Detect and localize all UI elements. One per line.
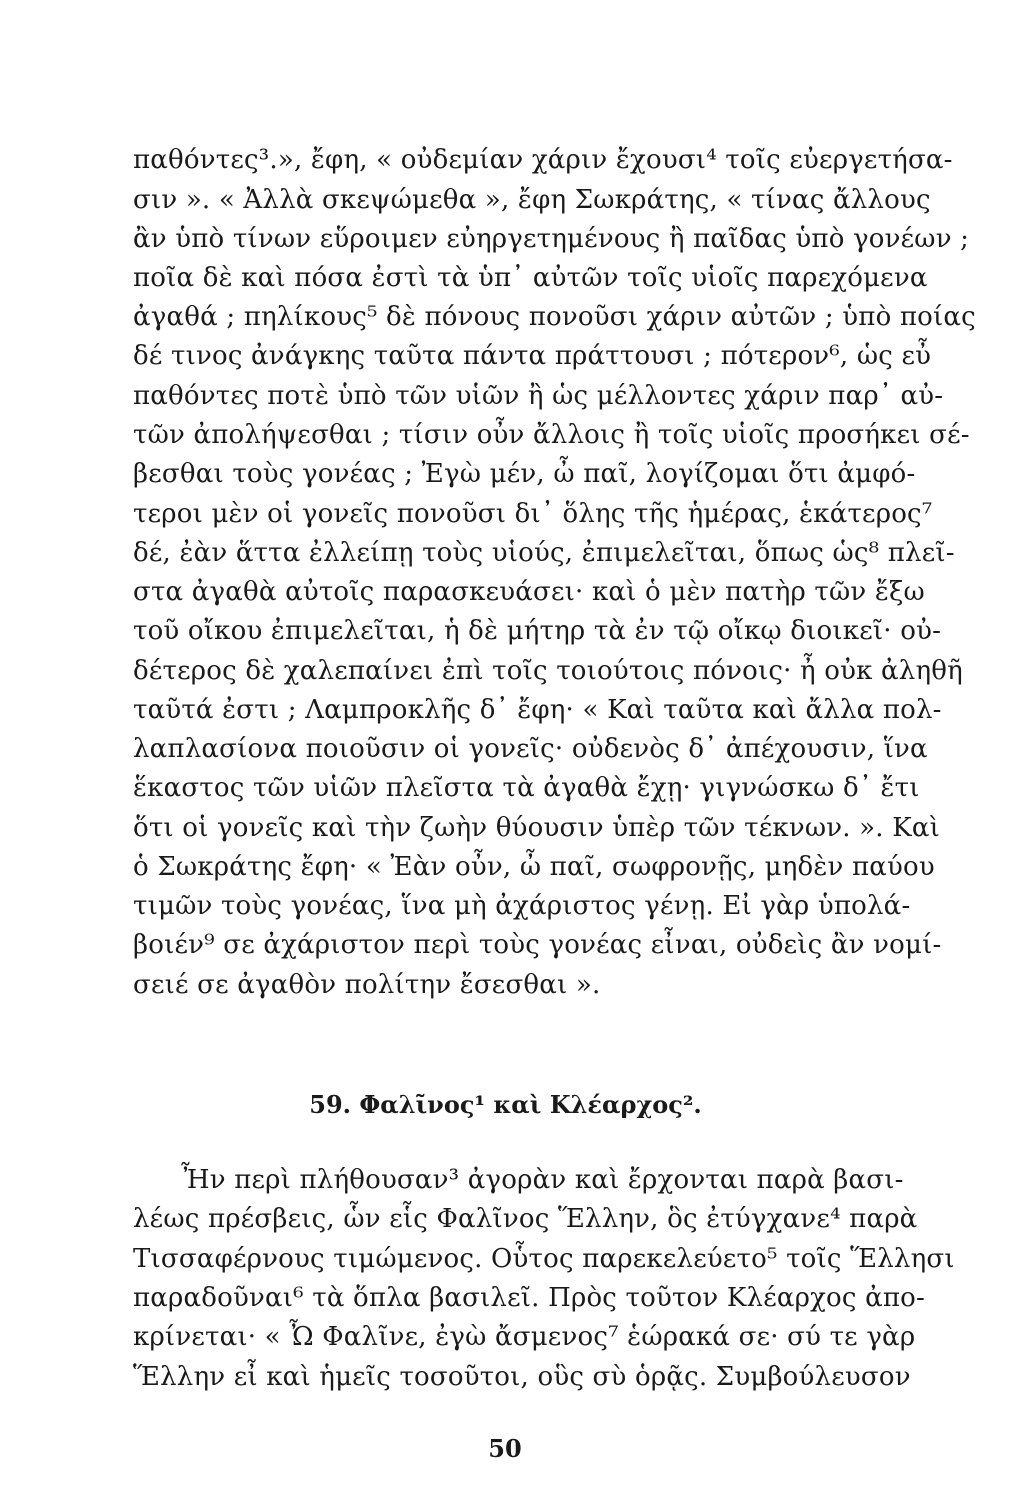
text-line: λαπλασίονα ποιοῦσιν οἱ γονεῖς· οὐδενὸς δ᾽ ἀπέχουσιν, ἵνα (133, 734, 928, 764)
text-line: ὅτι οἱ γονεῖς καὶ τὴν ζωὴν θύουσιν ὑπὲρ τῶν τέκνων. ». Καὶ (133, 813, 940, 843)
text-line: ἀγαθά ; πηλίκους⁵ δὲ πόνους πονοῦσι χάριν αὐτῶν ; ὑπὸ ποίας (133, 302, 976, 332)
text-line: τῶν ἀπολήψεσθαι ; τίσιν οὖν ἄλλοις ἢ τοῖς υἱοῖς προσήκει σέ- (133, 420, 970, 450)
text-line: ἕκαστος τῶν υἱῶν πλεῖστα τὰ ἀγαθὰ ἔχῃ· γιγνώσκω δ᾽ ἔτι (133, 773, 920, 803)
text-line: παραδοῦναι⁶ τὰ ὅπλα βασιλεῖ. Πρὸς τοῦτον Κλέαρχος ἀπο- (133, 1283, 926, 1313)
text-line: Ἦν περὶ πλήθουσαν³ ἀγορὰν καὶ ἔρχονται παρὰ βασι- (181, 1165, 904, 1195)
section-heading: 59. Φαλῖνος¹ καὶ Κλέαρχος². (309, 1090, 702, 1119)
text-line: Ἕλλην εἶ καὶ ἡμεῖς τοσοῦτοι, οὓς σὺ ὁρᾷς. Συμβούλευσον (133, 1362, 911, 1392)
text-line: ποῖα δὲ καὶ πόσα ἐστὶ τὰ ὑπ᾽ αὐτῶν τοῖς υἱοῖς παρεχόμενα (133, 263, 928, 293)
text-line: λέως πρέσβεις, ὧν εἷς Φαλῖνος Ἕλλην, ὃς ἐτύγχανε⁴ παρὰ (133, 1204, 918, 1234)
text-line: βεσθαι τοὺς γονέας ; Ἐγὼ μέν, ὦ παῖ, λογίζομαι ὅτι ἀμφό- (133, 459, 916, 489)
text-line: βοιέν⁹ σε ἀχάριστον περὶ τοὺς γονέας εἶναι, οὐδεὶς ἂν νομί- (133, 930, 942, 960)
text-line: ταῦτά ἐστι ; Λαμπροκλῆς δ᾽ ἔφη· « Καὶ ταῦτα καὶ ἄλλα πολ- (133, 695, 942, 725)
text-line: σιν ». « Ἀλλὰ σκεψώμεθα », ἔφη Σωκράτης, « τίνας ἄλλους (133, 185, 931, 215)
text-line: παθόντες³.», ἔφη, « οὐδεμίαν χάριν ἔχουσι⁴ τοῖς εὐεργετήσα- (133, 145, 953, 175)
text-line: δέτερος δὲ χαλεπαίνει ἐπὶ τοῖς τοιούτοις πόνοις· ἦ οὐκ ἀληθῆ (133, 656, 963, 686)
text-line: τιμῶν τοὺς γονέας, ἵνα μὴ ἀχάριστος γένῃ. Εἰ γὰρ ὑπολά- (133, 891, 911, 921)
text-line: τοῦ οἴκου ἐπιμελεῖται, ἡ δὲ μήτηρ τὰ ἐν τῷ οἴκῳ διοικεῖ· οὐ- (133, 616, 942, 646)
text-line: ὁ Σωκράτης ἔφη· « Ἐὰν οὖν, ὦ παῖ, σωφρονῇς, μηδὲν παύου (133, 852, 935, 882)
text-line: στα ἀγαθὰ αὐτοῖς παρασκευάσει· καὶ ὁ μὲν πατὴρ τῶν ἔξω (133, 577, 925, 607)
page-number: 50 (488, 1434, 522, 1463)
text-line: κρίνεται· « Ὦ Φαλῖνε, ἐγὼ ἄσμενος⁷ ἑώρακά σε· σύ τε γὰρ (133, 1322, 916, 1352)
text-line: σειέ σε ἀγαθὸν πολίτην ἔσεσθαι ». (133, 970, 601, 1000)
text-line: δέ, ἐὰν ἅττα ἐλλείπῃ τοὺς υἱούς, ἐπιμελεῖται, ὅπως ὡς⁸ πλεῖ- (133, 538, 955, 568)
text-line: δέ τινος ἀνάγκης ταῦτα πάντα πράττουσι ; πότερον⁶, ὡς εὖ (133, 341, 932, 371)
text-line: τεροι μὲν οἱ γονεῖς πονοῦσι δι᾽ ὅλης τῆς ἡμέρας, ἑκάτερος⁷ (133, 499, 933, 529)
text-line: παθόντες ποτὲ ὑπὸ τῶν υἱῶν ἢ ὡς μέλλοντες χάριν παρ᾽ αὐ- (133, 381, 944, 411)
text-line: Τισσαφέρνους τιμώμενος. Οὗτος παρεκελεύετο⁵ τοῖς Ἕλλησι (133, 1244, 955, 1274)
text-line: ἂν ὑπὸ τίνων εὕροιμεν εὐηργετημένους ἢ παῖδας ὑπὸ γονέων ; (133, 224, 970, 254)
